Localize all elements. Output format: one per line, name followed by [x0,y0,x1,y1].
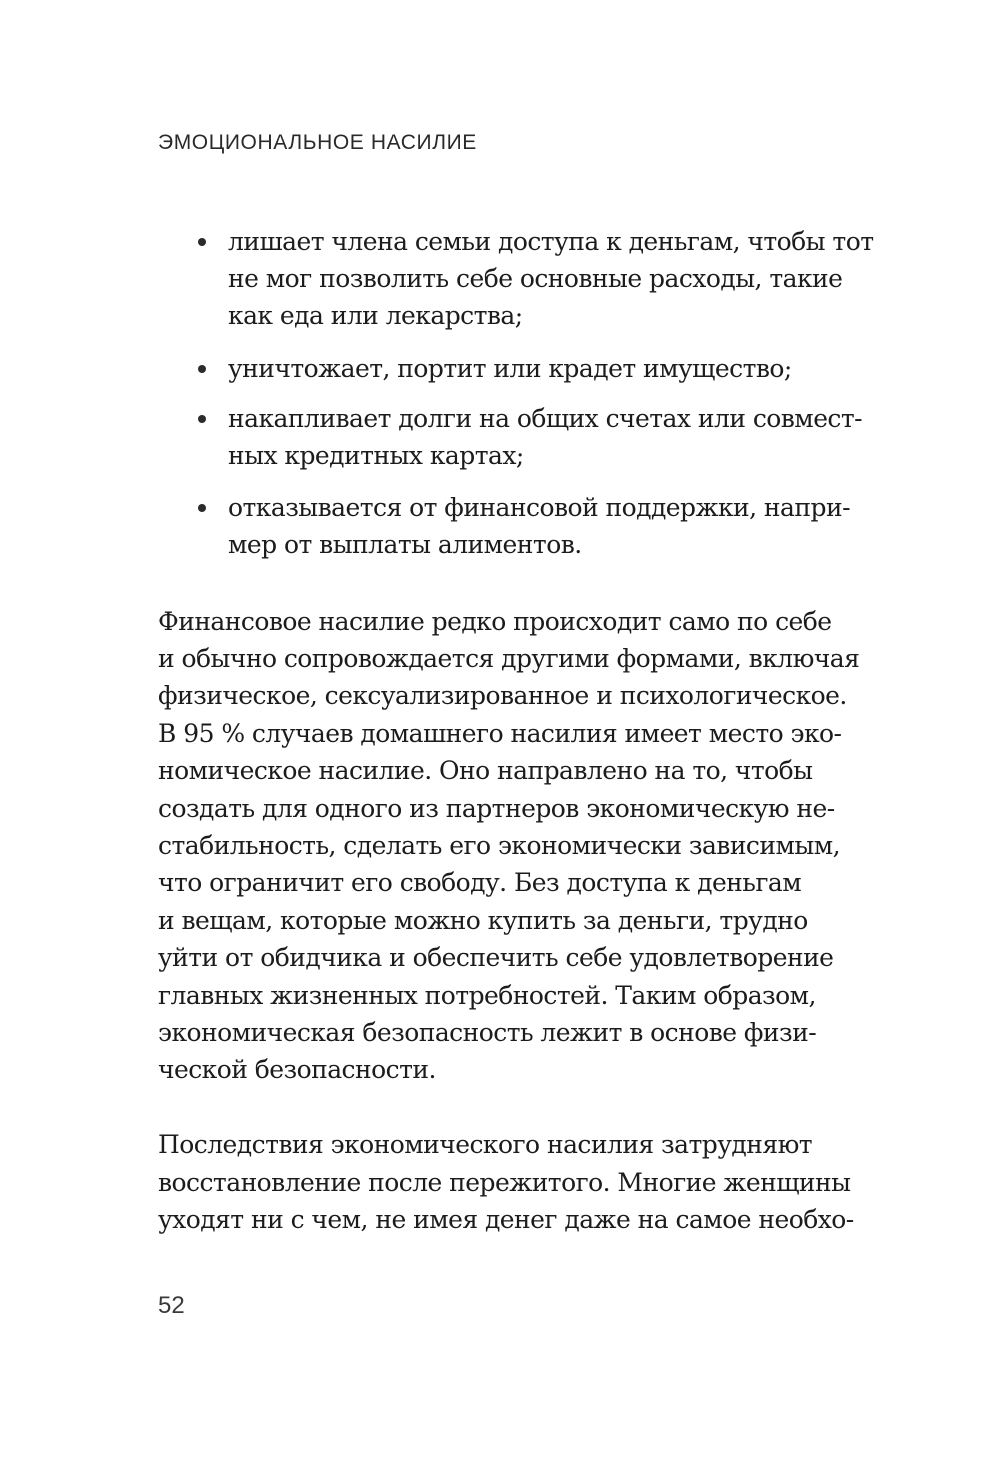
bullet-marker [198,238,206,246]
paragraph-1-line-6: создать для одного из партнеров экономическую не- [158,794,835,823]
paragraph-2-line-2: восстановление после пережитого. Многие женщины [158,1168,851,1197]
bullet-3-line-2: ных кредитных картах; [228,441,524,470]
page-number: 52 [158,1292,185,1319]
paragraph-1-line-8: что ограничит его свободу. Без доступа к деньгам [158,868,802,897]
paragraph-1-line-3: физическое, сексуализированное и психологическое. [158,681,847,710]
bullet-1-line-2: не мог позволить себе основные расходы, такие [228,264,843,293]
bullet-marker [198,365,206,373]
bullet-1-line-1: лишает члена семьи доступа к деньгам, чтобы тот [228,227,874,256]
paragraph-1-line-11: главных жизненных потребностей. Таким образом, [158,981,816,1010]
paragraph-1-line-5: номическое насилие. Оно направлено на то, чтобы [158,756,813,785]
paragraph-1-line-13: ческой безопасности. [158,1055,436,1084]
bullet-marker [198,415,206,423]
paragraph-1-line-4: В 95 % случаев домашнего насилия имеет место эко- [158,719,842,748]
bullet-4-line-1: отказывается от финансовой поддержки, напри- [228,493,850,522]
paragraph-1-line-2: и обычно сопровождается другими формами, включая [158,644,860,673]
bullet-4-line-2: мер от выплаты алиментов. [228,530,582,559]
bullet-marker [198,504,206,512]
paragraph-2-line-3: уходят ни с чем, не имея денег даже на самое необхо- [158,1205,854,1234]
paragraph-1-line-1: Финансовое насилие редко происходит само по себе [158,607,832,636]
paragraph-1-line-7: стабильность, сделать его экономически зависимым, [158,831,841,860]
paragraph-2-line-1: Последствия экономического насилия затрудняют [158,1130,813,1159]
bullet-1-line-3: как еда или лекарства; [228,301,523,330]
paragraph-1-line-9: и вещам, которые можно купить за деньги, трудно [158,906,808,935]
bullet-2-line-1: уничтожает, портит или крадет имущество; [228,354,792,383]
running-head: ЭМОЦИОНАЛЬНОЕ НАСИЛИЕ [158,131,477,154]
paragraph-1-line-10: уйти от обидчика и обеспечить себе удовлетворение [158,943,834,972]
paragraph-1-line-12: экономическая безопасность лежит в основе физи- [158,1018,817,1047]
bullet-3-line-1: накапливает долги на общих счетах или совмест- [228,404,863,433]
